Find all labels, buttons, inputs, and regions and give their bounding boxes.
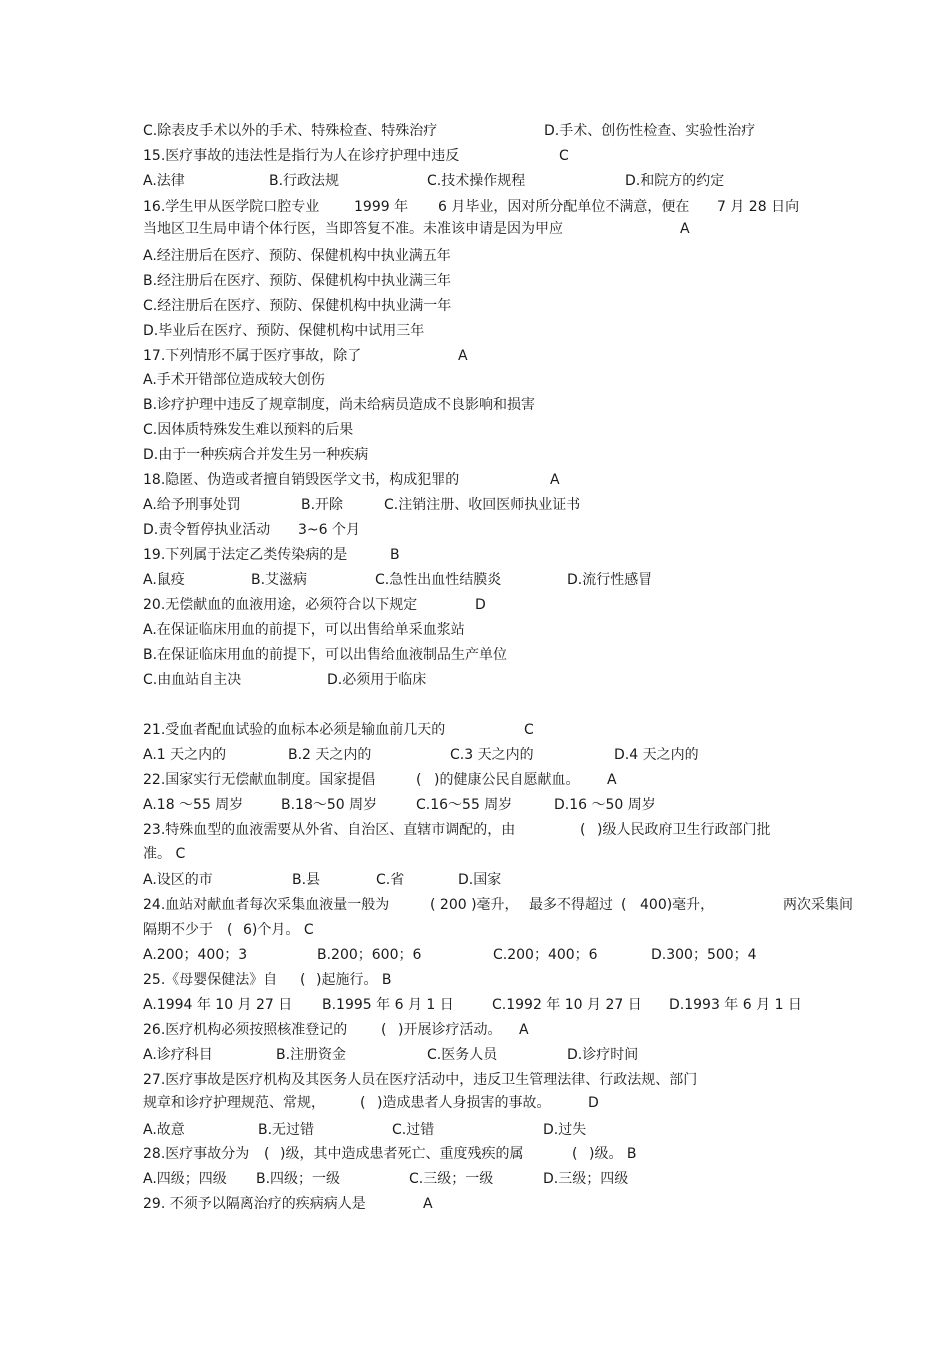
text-segment: A bbox=[458, 348, 468, 364]
text-segment: A bbox=[550, 472, 560, 488]
text-segment: B.2 天之内的 bbox=[288, 747, 372, 763]
text-segment: ( bbox=[621, 897, 627, 913]
text-segment: D bbox=[588, 1095, 599, 1111]
text-segment: C.因体质特殊发生难以预料的后果 bbox=[143, 422, 354, 438]
text-segment: C.由血站自主决 bbox=[143, 672, 242, 688]
text-segment: B.200；600；6 bbox=[317, 947, 422, 963]
text-segment: ( 200 )毫升， bbox=[430, 897, 519, 913]
text-segment: A bbox=[519, 1022, 529, 1038]
text-segment: B.注册资金 bbox=[276, 1047, 347, 1063]
text-segment: D.毕业后在医疗、预防、保健机构中试用三年 bbox=[143, 323, 425, 339]
text-segment: A.经注册后在医疗、预防、保健机构中执业满五年 bbox=[143, 248, 451, 264]
text-segment: B.18～50 周岁 bbox=[281, 797, 378, 813]
text-segment: D.国家 bbox=[458, 872, 502, 888]
text-segment: ( bbox=[227, 922, 233, 938]
text-segment: 28.医疗事故分为 bbox=[143, 1146, 250, 1162]
text-segment: A.诊疗科目 bbox=[143, 1047, 213, 1063]
text-segment: C.急性出血性结膜炎 bbox=[375, 572, 502, 588]
text-segment: D.和院方的约定 bbox=[625, 173, 725, 189]
text-segment: D.手术、创伤性检查、实验性治疗 bbox=[544, 123, 756, 139]
text-segment: C.3 天之内的 bbox=[450, 747, 534, 763]
text-segment: A.给予刑事处罚 bbox=[143, 497, 241, 513]
text-segment: 1999 年 bbox=[354, 199, 409, 215]
text-segment: 400)毫升， bbox=[640, 897, 715, 913]
text-segment: B.无过错 bbox=[258, 1122, 315, 1138]
text-segment: C bbox=[559, 148, 569, 164]
text-segment: )开展诊疗活动。 bbox=[398, 1022, 502, 1038]
text-segment: )起施行。 B bbox=[316, 972, 392, 988]
text-segment: 当地区卫生局申请个体行医，当即答复不准。未准该申请是因为甲应 bbox=[143, 221, 563, 237]
text-segment: 27.医疗事故是医疗机构及其医务人员在医疗活动中，违反卫生管理法律、行政法规、部门 bbox=[143, 1072, 698, 1088]
text-segment: A.设区的市 bbox=[143, 872, 213, 888]
text-segment: )级人民政府卫生行政部门批 bbox=[597, 822, 771, 838]
text-segment: C.除表皮手术以外的手术、特殊检查、特殊治疗 bbox=[143, 123, 438, 139]
text-segment: ( bbox=[572, 1146, 578, 1162]
text-segment: 23.特殊血型的血液需要从外省、自治区、直辖市调配的，由 bbox=[143, 822, 516, 838]
text-segment: 最多不得超过 bbox=[529, 897, 613, 913]
text-segment: 24.血站对献血者每次采集血液量一般为 bbox=[143, 897, 390, 913]
text-segment: A bbox=[680, 221, 690, 237]
text-segment: B.开除 bbox=[301, 497, 344, 513]
text-segment: 16.学生甲从医学院口腔专业 bbox=[143, 199, 320, 215]
text-segment: D.三级；四级 bbox=[543, 1171, 629, 1187]
text-segment: 20.无偿献血的血液用途，必须符合以下规定 bbox=[143, 597, 418, 613]
text-segment: ( bbox=[580, 822, 586, 838]
text-segment: )的健康公民自愿献血。 bbox=[434, 772, 580, 788]
text-segment: 3~6 个月 bbox=[298, 522, 360, 538]
text-segment: A.四级；四级 bbox=[143, 1171, 227, 1187]
text-segment: A.手术开错部位造成较大创伤 bbox=[143, 372, 325, 388]
text-segment: C.1992 年 10 月 27 日 bbox=[492, 997, 642, 1013]
text-segment: D.流行性感冒 bbox=[567, 572, 653, 588]
text-segment: 17.下列情形不属于医疗事故，除了 bbox=[143, 348, 362, 364]
text-segment: 6)个月。 C bbox=[243, 922, 314, 938]
text-segment: 7 月 28 日向 bbox=[717, 199, 800, 215]
text-segment: A.1 天之内的 bbox=[143, 747, 227, 763]
text-segment: 隔期不少于 bbox=[143, 922, 213, 938]
text-segment: 规章和诊疗护理规范、常规， bbox=[143, 1095, 325, 1111]
text-segment: ( bbox=[264, 1146, 270, 1162]
text-segment: C.医务人员 bbox=[427, 1047, 498, 1063]
text-segment: A bbox=[607, 772, 617, 788]
text-segment: D.16 ～50 周岁 bbox=[554, 797, 656, 813]
text-segment: A.18 ～55 周岁 bbox=[143, 797, 244, 813]
text-segment: ( bbox=[360, 1095, 366, 1111]
text-segment: A bbox=[423, 1196, 433, 1212]
text-segment: ( bbox=[416, 772, 422, 788]
text-segment: C.注销注册、收回医师执业证书 bbox=[384, 497, 581, 513]
text-segment: ( bbox=[381, 1022, 387, 1038]
text-segment: B.四级；一级 bbox=[256, 1171, 341, 1187]
text-segment: C.省 bbox=[376, 872, 405, 888]
text-segment: D.过失 bbox=[543, 1122, 587, 1138]
text-segment: B.经注册后在医疗、预防、保健机构中执业满三年 bbox=[143, 273, 452, 289]
text-segment: B.诊疗护理中违反了规章制度，尚未给病员造成不良影响和损害 bbox=[143, 397, 536, 413]
text-segment: D bbox=[475, 597, 486, 613]
text-segment: A.鼠疫 bbox=[143, 572, 185, 588]
text-segment: B.在保证临床用血的前提下，可以出售给血液制品生产单位 bbox=[143, 647, 508, 663]
text-segment: D.300；500；4 bbox=[651, 947, 757, 963]
text-segment: ( bbox=[300, 972, 306, 988]
text-segment: B.县 bbox=[292, 872, 321, 888]
text-segment: A.在保证临床用血的前提下，可以出售给单采血浆站 bbox=[143, 622, 465, 638]
text-segment: B.行政法规 bbox=[269, 173, 340, 189]
text-segment: B.艾滋病 bbox=[251, 572, 308, 588]
text-segment: 22.国家实行无偿献血制度。国家提倡 bbox=[143, 772, 376, 788]
text-segment: 26.医疗机构必须按照核准登记的 bbox=[143, 1022, 348, 1038]
text-segment: )级。 B bbox=[589, 1146, 637, 1162]
text-segment: A.法律 bbox=[143, 173, 185, 189]
text-segment: D.责令暂停执业活动 bbox=[143, 522, 271, 538]
text-segment: B bbox=[390, 547, 400, 563]
text-segment: A.1994 年 10 月 27 日 bbox=[143, 997, 293, 1013]
text-segment: 18.隐匿、伪造或者擅自销毁医学文书，构成犯罪的 bbox=[143, 472, 460, 488]
text-segment: C.过错 bbox=[392, 1122, 435, 1138]
text-segment: D.诊疗时间 bbox=[567, 1047, 639, 1063]
text-segment: C.经注册后在医疗、预防、保健机构中执业满一年 bbox=[143, 298, 452, 314]
text-segment: 19.下列属于法定乙类传染病的是 bbox=[143, 547, 348, 563]
text-segment: C.16～55 周岁 bbox=[416, 797, 513, 813]
text-segment: )造成患者人身损害的事故。 bbox=[377, 1095, 551, 1111]
text-segment: 25.《母婴保健法》自 bbox=[143, 972, 278, 988]
text-segment: D.1993 年 6 月 1 日 bbox=[669, 997, 802, 1013]
text-segment: 21.受血者配血试验的血标本必须是输血前几天的 bbox=[143, 722, 446, 738]
text-segment: C.三级；一级 bbox=[409, 1171, 494, 1187]
text-segment: 两次采集间 bbox=[783, 897, 853, 913]
text-segment: D.必须用于临床 bbox=[327, 672, 427, 688]
text-segment: D.4 天之内的 bbox=[614, 747, 699, 763]
text-segment: D.由于一种疾病合并发生另一种疾病 bbox=[143, 447, 369, 463]
text-segment: A.200；400；3 bbox=[143, 947, 248, 963]
text-segment: 6 月毕业，因对所分配单位不满意，便在 bbox=[438, 199, 690, 215]
text-segment: B.1995 年 6 月 1 日 bbox=[322, 997, 454, 1013]
text-segment: 29. 不须予以隔离治疗的疾病病人是 bbox=[143, 1196, 366, 1212]
text-segment: A.故意 bbox=[143, 1122, 185, 1138]
text-segment: C.技术操作规程 bbox=[427, 173, 526, 189]
text-segment: 准。 C bbox=[143, 846, 186, 862]
text-segment: )级，其中造成患者死亡、重度残疾的属 bbox=[280, 1146, 524, 1162]
text-segment: C bbox=[524, 722, 534, 738]
text-segment: 15.医疗事故的违法性是指行为人在诊疗护理中违反 bbox=[143, 148, 460, 164]
text-segment: C.200；400；6 bbox=[493, 947, 598, 963]
